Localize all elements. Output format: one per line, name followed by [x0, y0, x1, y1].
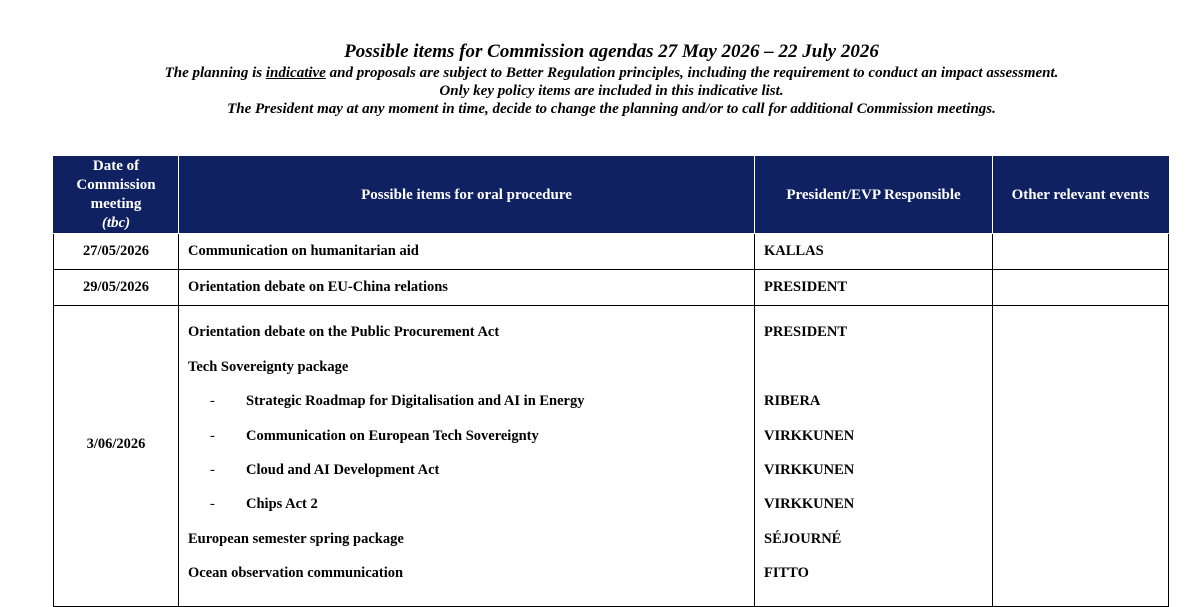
bullet-dash: -	[210, 496, 215, 513]
disclaimer-text-a: The planning is	[164, 65, 266, 81]
agenda-table	[53, 156, 1169, 607]
sub-item	[188, 419, 745, 453]
bullet-dash: -	[210, 462, 215, 478]
sub-item	[188, 453, 745, 487]
disclaimer-text-b: and proposals are subject to Better Regulation principles, including the requirement to conduct an impact assessment.	[325, 65, 1059, 81]
responsible: VIRKKUNEN	[764, 427, 855, 444]
sub-item-label: Communication on European Tech Sovereignty	[246, 427, 539, 444]
agenda-item: Orientation debate on the Public Procurement Act	[188, 324, 500, 341]
document-title: Possible items for Commission agendas 27 May 2026 – 22 July 2026	[344, 41, 879, 62]
table-header-row	[54, 157, 1169, 234]
responsible: VIRKKUNEN	[764, 462, 855, 478]
header-date-tbc: (tbc)	[101, 215, 131, 231]
sub-item	[188, 384, 745, 418]
header-date-line1: Date of	[92, 158, 140, 174]
responsible: RIBERA	[764, 393, 821, 410]
responsible: VIRKKUNEN	[764, 496, 855, 513]
header-date-line2: Commission	[76, 177, 156, 193]
sub-item	[188, 487, 745, 521]
bullet-dash: -	[210, 393, 215, 410]
meeting-date: 3/06/2026	[54, 306, 179, 607]
responsible: KALLAS	[755, 234, 993, 270]
agenda-item: Tech Sovereignty package	[188, 358, 349, 375]
responsible-cell	[755, 306, 993, 607]
disclaimer-line-2: Only key policy items are included in this indicative list.	[439, 83, 784, 99]
responsible: PRESIDENT	[755, 270, 993, 306]
responsible: FITTO	[764, 565, 809, 582]
disclaimer-line-3: The President may at any moment in time, decide to change the planning and/or to call for additional Commission meetings.	[227, 101, 996, 117]
other-events	[993, 306, 1169, 607]
agenda-item: European semester spring package	[188, 530, 404, 547]
meeting-date: 29/05/2026	[54, 270, 179, 306]
agenda-item: Ocean observation communication	[188, 565, 404, 582]
disclaimer-emphasis: indicative	[265, 65, 326, 81]
disclaimer-line-1	[0, 64, 1200, 82]
sub-item-label: Cloud and AI Development Act	[246, 462, 440, 478]
other-events	[993, 234, 1169, 270]
agenda-items-cell	[179, 306, 755, 607]
sub-item-label: Chips Act 2	[246, 496, 318, 513]
sub-item-label: Strategic Roadmap for Digitalisation and AI in Energy	[246, 393, 585, 410]
header-date-line3: meeting	[90, 196, 142, 212]
other-events	[993, 270, 1169, 306]
header-items: Possible items for oral procedure	[179, 157, 755, 234]
meeting-date: 27/05/2026	[54, 234, 179, 270]
header-responsible: President/EVP Responsible	[755, 157, 993, 234]
responsible	[764, 350, 983, 384]
header-events: Other relevant events	[993, 157, 1169, 234]
table-row-group	[54, 306, 1169, 607]
bullet-dash: -	[210, 427, 215, 444]
responsible: PRESIDENT	[764, 324, 847, 341]
agenda-item: Communication on humanitarian aid	[179, 234, 755, 270]
header-date	[54, 157, 179, 234]
table-row	[54, 270, 1169, 306]
document-header	[0, 40, 1200, 118]
responsible: SÉJOURNÉ	[764, 530, 842, 547]
table-row	[54, 234, 1169, 270]
agenda-item: Orientation debate on EU-China relations	[179, 270, 755, 306]
